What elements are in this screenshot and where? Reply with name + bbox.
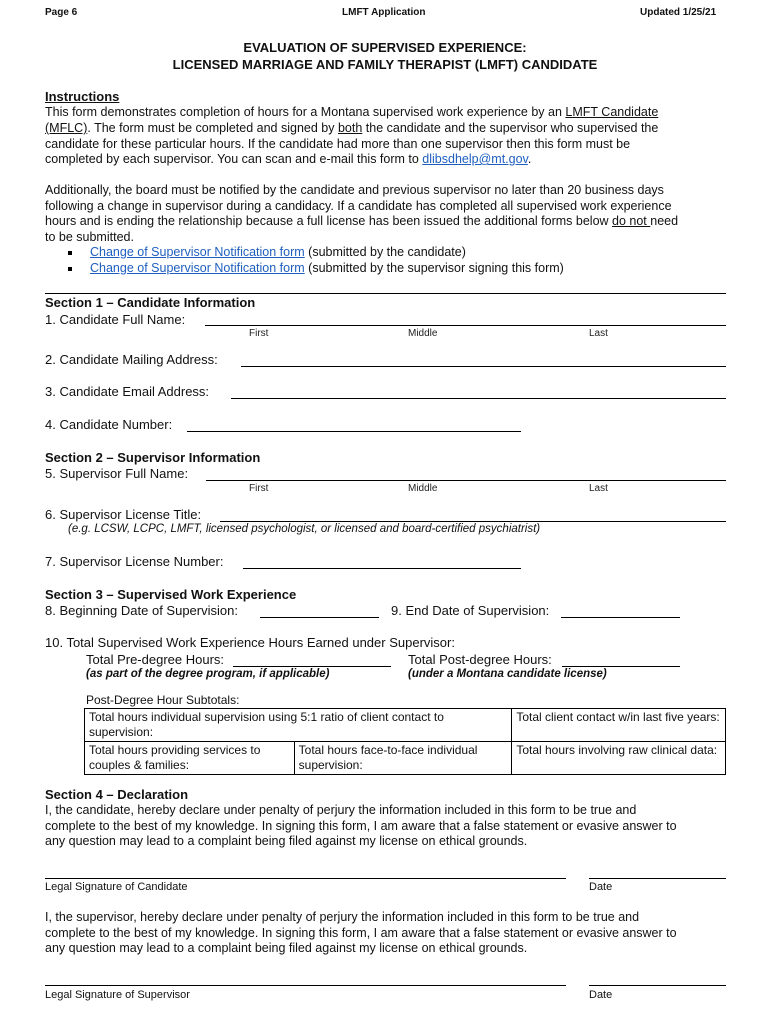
couples-families-cell[interactable]: Total hours providing services to couples & families: bbox=[85, 742, 295, 775]
instructions-line: candidate for these particular hours. If the candidate had more than one supervisor then this form must be bbox=[45, 137, 631, 151]
supervisor-name-label: 5. Supervisor Full Name: bbox=[45, 466, 189, 481]
pre-degree-hours-field[interactable] bbox=[233, 666, 391, 667]
candidate-signature-caption: Legal Signature of Candidate bbox=[45, 881, 188, 893]
post-degree-hours-label: Total Post-degree Hours: bbox=[408, 652, 552, 667]
instructions-line: following a change in supervisor during a candidacy. If a candidate has completed all supervised work experience bbox=[45, 199, 672, 213]
face-to-face-cell[interactable]: Total hours face-to-face individual supervision: bbox=[294, 742, 512, 775]
candidate-declaration-line: complete to the best of my knowledge. In signing this form, I am aware that a false statement or evasive answer to bbox=[45, 819, 677, 833]
section3-heading: Section 3 – Supervised Work Experience bbox=[45, 587, 297, 602]
supervisor-license-number-label: 7. Supervisor License Number: bbox=[45, 554, 224, 569]
section2-heading: Section 2 – Supervisor Information bbox=[45, 450, 261, 465]
candidate-number-label: 4. Candidate Number: bbox=[45, 417, 173, 432]
instructions-line: This form demonstrates completion of hours for a Montana supervised work experience by an LMFT Candidate bbox=[45, 105, 659, 119]
subtotals-table bbox=[84, 708, 726, 775]
begin-date-label: 8. Beginning Date of Supervision: bbox=[45, 603, 238, 618]
bullet-icon bbox=[68, 267, 72, 271]
instructions-line: Additionally, the board must be notified by the candidate and previous supervisor no later than 20 business days bbox=[45, 183, 664, 197]
section1-heading: Section 1 – Candidate Information bbox=[45, 295, 256, 310]
bullet-icon bbox=[68, 251, 72, 255]
instructions-line: completed by each supervisor. You can scan and e-mail this form to dlibsdhelp@mt.gov. bbox=[45, 152, 532, 166]
supervisor-license-title-label: 6. Supervisor License Title: bbox=[45, 507, 202, 522]
email-link[interactable]: dlibsdhelp@mt.gov bbox=[422, 152, 528, 166]
instructions-line: hours and is ending the relationship because a full license has been issued the additional forms below do not need bbox=[45, 214, 679, 228]
post-degree-hours-field[interactable] bbox=[562, 666, 680, 667]
supervisor-signature-caption: Legal Signature of Supervisor bbox=[45, 989, 190, 1001]
supervisor-date-field[interactable] bbox=[589, 985, 726, 986]
change-supervisor-form-link-1[interactable]: Change of Supervisor Notification form bbox=[90, 245, 305, 259]
client-contact-cell[interactable]: Total client contact w/in last five years: bbox=[512, 709, 726, 742]
supervisor-license-number-field[interactable] bbox=[243, 568, 521, 569]
first-name-caption: First bbox=[249, 328, 269, 339]
subtotals-label: Post-Degree Hour Subtotals: bbox=[86, 693, 240, 707]
bullet-item: Change of Supervisor Notification form (submitted by the supervisor signing this form) bbox=[90, 261, 564, 275]
candidate-declaration-line: I, the candidate, hereby declare under penalty of perjury the information included in this form to be true and bbox=[45, 803, 637, 817]
candidate-number-field[interactable] bbox=[187, 431, 521, 432]
middle-name-caption: Middle bbox=[408, 328, 438, 339]
header-updated-date: Updated 1/25/21 bbox=[640, 7, 717, 18]
supervisor-signature-field[interactable] bbox=[45, 985, 566, 986]
candidate-date-caption: Date bbox=[589, 881, 613, 893]
supervisor-date-caption: Date bbox=[589, 989, 613, 1001]
instructions-line: (MFLC). The form must be completed and signed by both the candidate and the supervisor who supervised the bbox=[45, 121, 659, 135]
candidate-date-field[interactable] bbox=[589, 878, 726, 879]
candidate-signature-field[interactable] bbox=[45, 878, 566, 879]
raw-clinical-data-cell[interactable]: Total hours involving raw clinical data: bbox=[512, 742, 726, 775]
header-app-title: LMFT Application bbox=[342, 7, 426, 18]
candidate-declaration-line: any question may lead to a complaint being filed against my license on ethical grounds. bbox=[45, 834, 528, 848]
individual-supervision-cell[interactable]: Total hours individual supervision using 5:1 ratio of client contact to supervision: bbox=[85, 709, 512, 742]
form-title-line1: EVALUATION OF SUPERVISED EXPERIENCE: bbox=[243, 40, 527, 55]
section4-heading: Section 4 – Declaration bbox=[45, 787, 189, 802]
total-hours-label: 10. Total Supervised Work Experience Hours Earned under Supervisor: bbox=[45, 635, 455, 650]
form-title-line2: LICENSED MARRIAGE AND FAMILY THERAPIST (LMFT) CANDIDATE bbox=[172, 57, 598, 72]
license-title-hint: (e.g. LCSW, LCPC, LMFT, licensed psychologist, or licensed and board-certified psychiatrist) bbox=[68, 523, 541, 535]
instructions-heading: Instructions bbox=[45, 89, 120, 104]
first-name-caption: First bbox=[249, 483, 269, 494]
middle-name-caption: Middle bbox=[408, 483, 438, 494]
candidate-email-field[interactable] bbox=[231, 398, 726, 399]
candidate-email-label: 3. Candidate Email Address: bbox=[45, 384, 210, 399]
candidate-address-field[interactable] bbox=[241, 366, 726, 367]
supervisor-license-title-field[interactable] bbox=[220, 521, 726, 522]
last-name-caption: Last bbox=[589, 483, 608, 494]
candidate-name-label: 1. Candidate Full Name: bbox=[45, 312, 186, 327]
pre-degree-hours-label: Total Pre-degree Hours: bbox=[86, 652, 225, 667]
candidate-address-label: 2. Candidate Mailing Address: bbox=[45, 352, 218, 367]
begin-date-field[interactable] bbox=[260, 617, 379, 618]
supervisor-name-field[interactable] bbox=[206, 480, 726, 481]
supervisor-declaration-line: any question may lead to a complaint being filed against my license on ethical grounds. bbox=[45, 941, 528, 955]
last-name-caption: Last bbox=[589, 328, 608, 339]
change-supervisor-form-link-2[interactable]: Change of Supervisor Notification form bbox=[90, 261, 305, 275]
supervisor-declaration-line: complete to the best of my knowledge. In signing this form, I am aware that a false statement or evasive answer to bbox=[45, 926, 677, 940]
supervisor-declaration-line: I, the supervisor, hereby declare under penalty of perjury the information included in this form to be true and bbox=[45, 910, 640, 924]
bullet-item: Change of Supervisor Notification form (submitted by the candidate) bbox=[90, 245, 466, 259]
instructions-line: to be submitted. bbox=[45, 230, 134, 244]
pre-degree-note: (as part of the degree program, if applicable) bbox=[86, 668, 330, 680]
page-number: Page 6 bbox=[45, 7, 78, 18]
post-degree-note: (under a Montana candidate license) bbox=[408, 668, 607, 680]
candidate-name-field[interactable] bbox=[205, 325, 726, 326]
section-divider bbox=[45, 293, 726, 294]
end-date-label: 9. End Date of Supervision: bbox=[391, 603, 550, 618]
end-date-field[interactable] bbox=[561, 617, 680, 618]
lmft-candidate-term: LMFT Candidate bbox=[565, 105, 659, 119]
